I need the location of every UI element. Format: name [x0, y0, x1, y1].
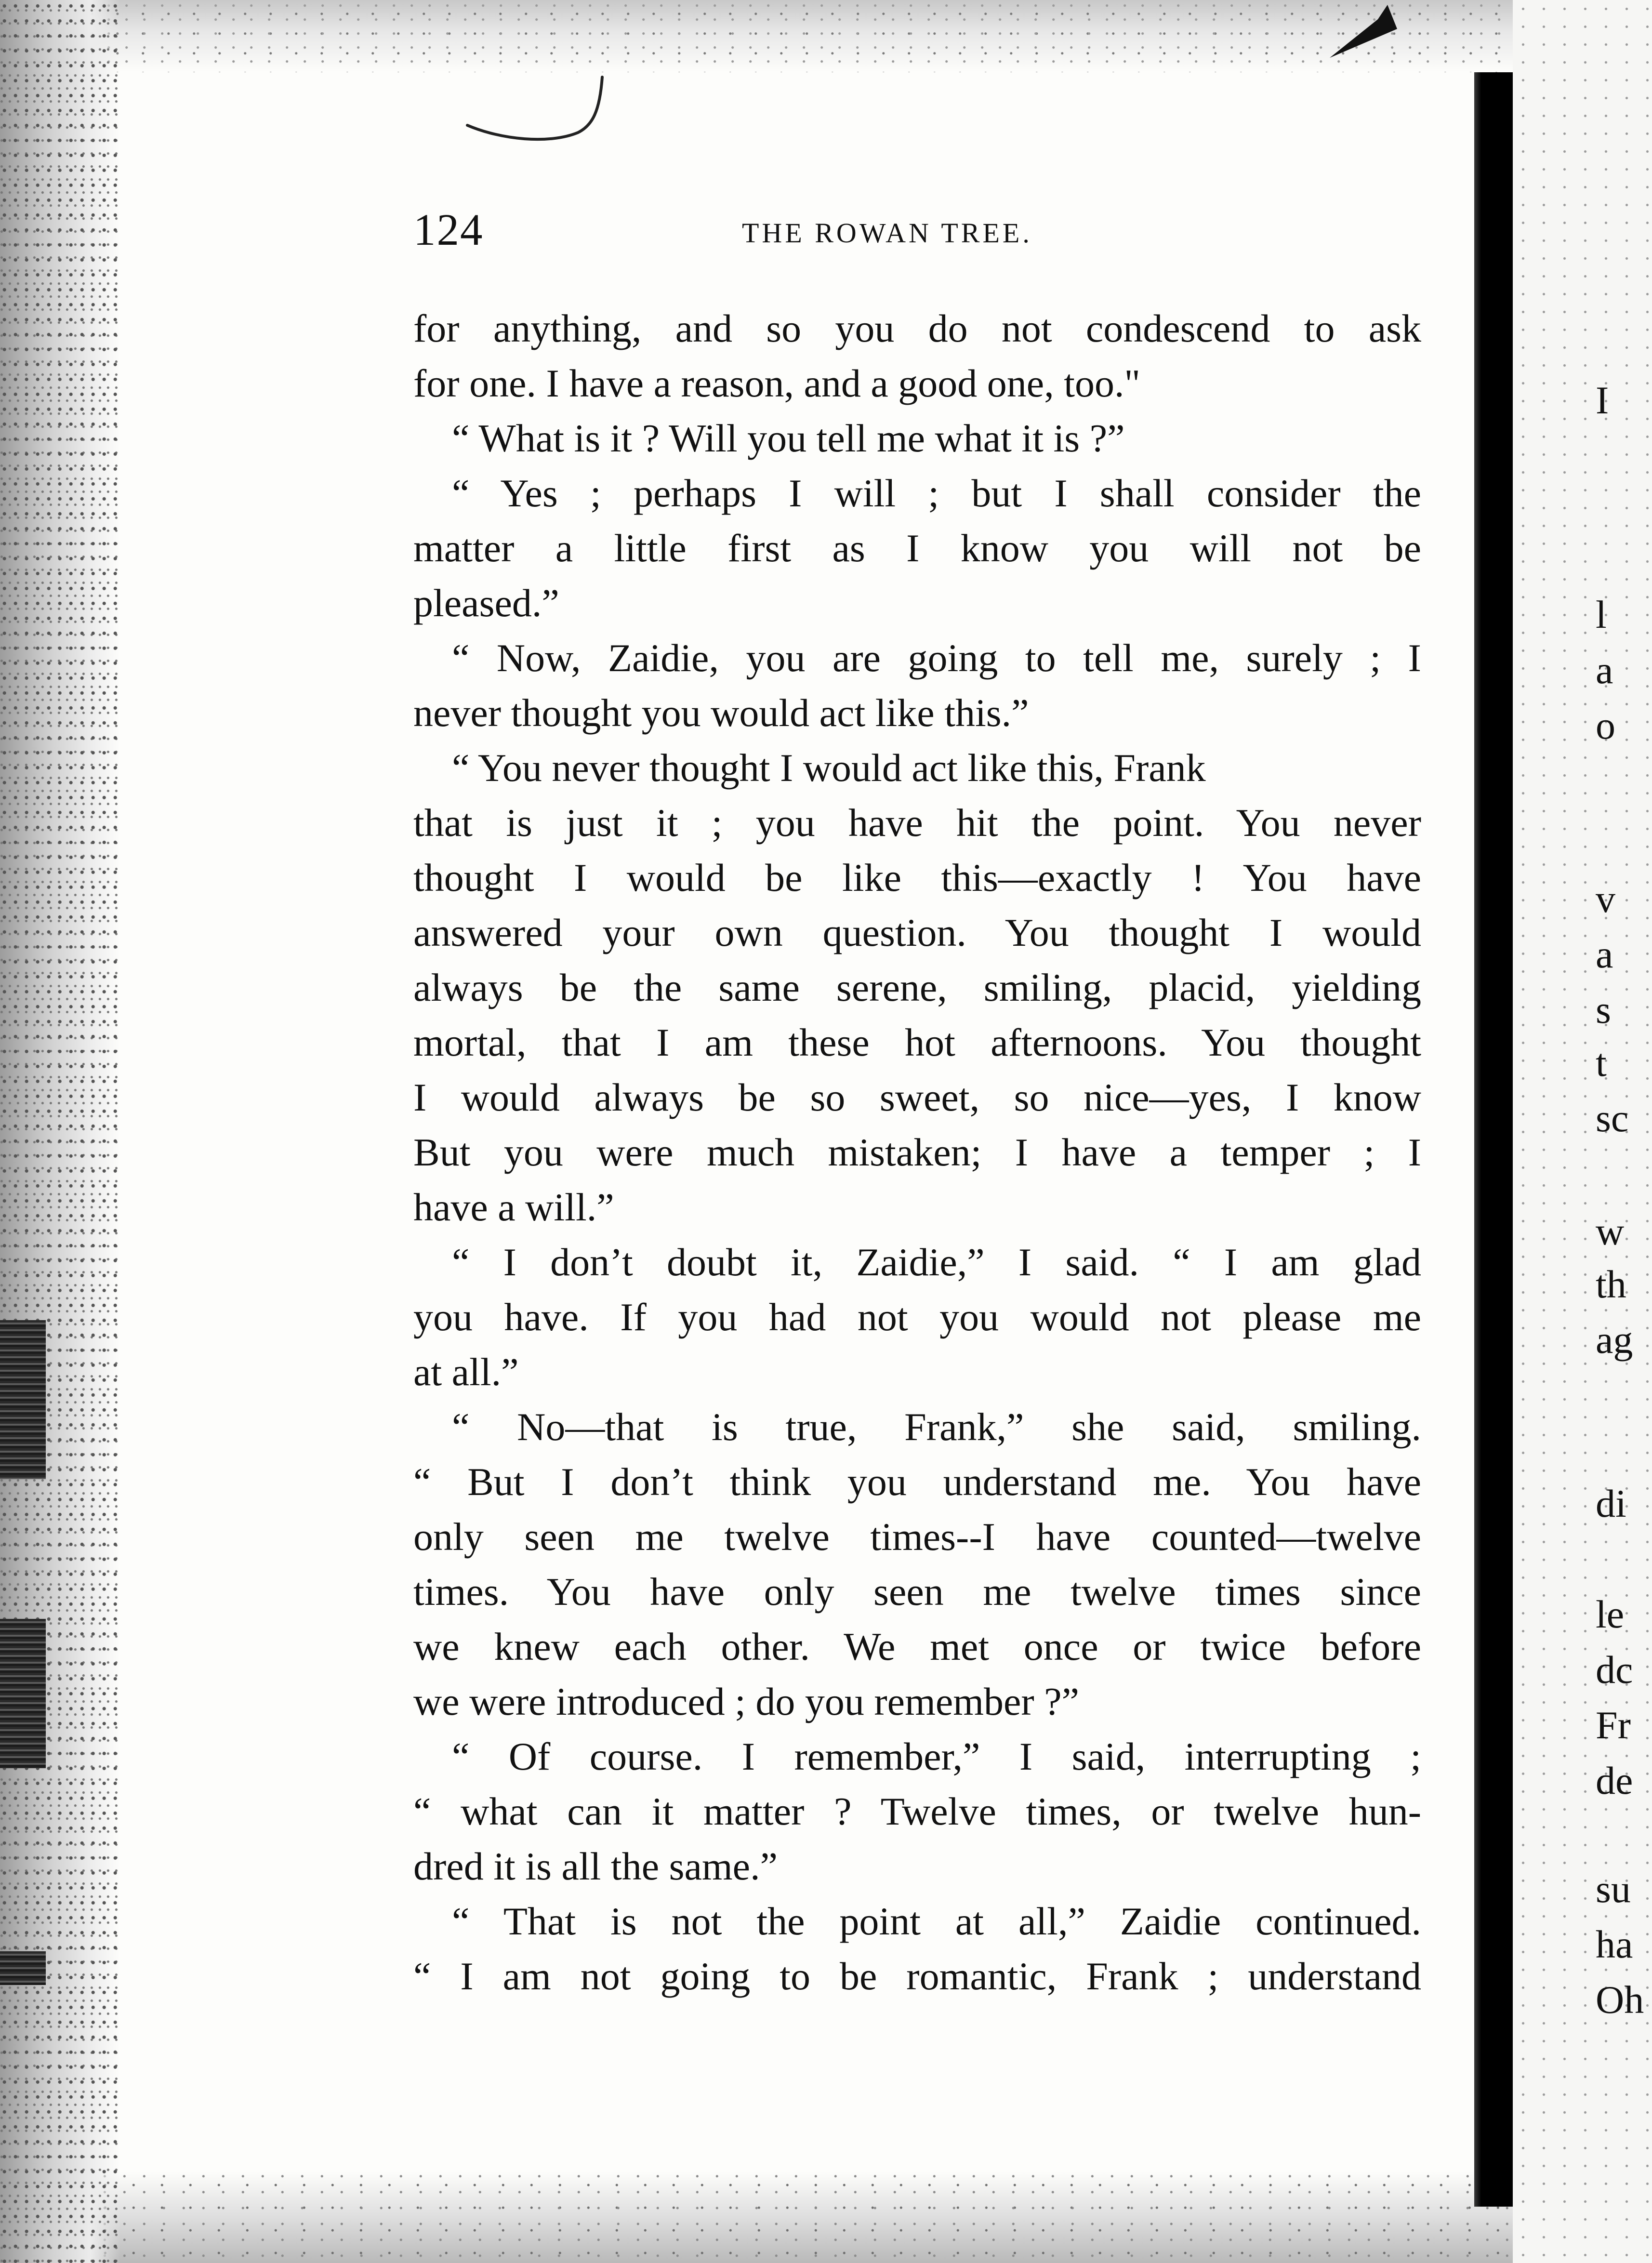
facing-page-fragment: ha [1596, 1922, 1633, 1966]
pencil-mark [463, 67, 617, 149]
text-line: we knew each other. We met once or twice before [413, 1625, 1421, 1668]
text-line: But you were much mistaken; I have a temper ; I [413, 1130, 1421, 1174]
facing-page-fragment: le [1596, 1592, 1625, 1636]
binding-shadow-lower [0, 1951, 46, 1985]
facing-page-fragment: l [1596, 593, 1607, 636]
scan-noise-bottom [0, 2171, 1652, 2263]
text-line: “ I am not going to be romantic, Frank ; understand [413, 1954, 1421, 1998]
facing-page-fragment: Fr [1596, 1703, 1631, 1747]
text-line: “ Yes ; perhaps I will ; but I shall consider the [452, 471, 1421, 515]
text-line: never thought you would act like this.” [413, 691, 1029, 735]
facing-page-fragment: s [1596, 988, 1611, 1032]
text-line: answered your own question. You thought I would [413, 911, 1421, 954]
text-line: that is just it ; you have hit the point. You never [413, 801, 1421, 845]
text-line: matter a little first as I know you will not be [413, 526, 1421, 570]
text-line: “ Of course. I remember,” I said, interrupting ; [452, 1734, 1421, 1778]
body-text [413, 301, 1421, 2004]
text-line: have a will.” [413, 1185, 614, 1229]
facing-page-fragment: a [1596, 932, 1613, 976]
ink-blot [1320, 0, 1407, 67]
text-line: we were introduced ; do you remember ?” [413, 1680, 1080, 1723]
facing-page-fragment: sc [1596, 1096, 1629, 1140]
facing-page-fragment: o [1596, 703, 1615, 747]
running-head: THE ROWAN TREE. [742, 217, 1032, 249]
facing-page-fragment: v [1596, 877, 1615, 921]
gutter-shadow [1474, 72, 1513, 2207]
facing-page-fragment: a [1596, 648, 1613, 692]
text-line: you have. If you had not you would not please me [413, 1295, 1421, 1339]
facing-page-fragment: su [1596, 1867, 1631, 1911]
text-line: pleased.” [413, 581, 559, 625]
facing-page-fragment: Oh [1596, 1978, 1644, 2022]
binding-shadow-middle [0, 1619, 46, 1768]
page-number: 124 [413, 205, 484, 255]
text-line: “ what can it matter ? Twelve times, or twelve hun- [413, 1789, 1421, 1833]
scan-noise-left [0, 0, 120, 2263]
binding-shadow-upper [0, 1320, 46, 1479]
facing-page-fragment: I [1596, 378, 1609, 422]
text-line: mortal, that I am these hot afternoons. You thought [413, 1020, 1421, 1064]
facing-page-fragment: t [1596, 1041, 1607, 1085]
text-line: “ You never thought I would act like this, Frank [452, 746, 1206, 790]
text-line: only seen me twelve times--I have counted—twelve [413, 1515, 1421, 1559]
facing-page-fragment: ag [1596, 1318, 1633, 1362]
facing-page-fragment: w [1596, 1209, 1625, 1253]
text-line: “ What is it ? Will you tell me what it is ?” [452, 416, 1125, 460]
text-line: for anything, and so you do not condescend to ask [413, 306, 1421, 350]
text-line: always be the same serene, smiling, placid, yielding [413, 966, 1421, 1009]
text-line: times. You have only seen me twelve times since [413, 1570, 1421, 1614]
facing-page-fragment: de [1596, 1759, 1633, 1802]
text-line: “ Now, Zaidie, you are going to tell me, surely ; I [452, 636, 1421, 680]
facing-page-fragment: th [1596, 1262, 1626, 1306]
text-line: for one. I have a reason, and a good one, too." [413, 361, 1140, 405]
text-line: “ I don’t doubt it, Zaidie,” I said. “ I am glad [452, 1240, 1421, 1284]
text-line: I would always be so sweet, so nice—yes, I know [413, 1075, 1421, 1119]
text-line: thought I would be like this—exactly ! You have [413, 856, 1421, 900]
text-line: at all.” [413, 1350, 519, 1394]
text-line: dred it is all the same.” [413, 1844, 778, 1888]
facing-page-fragment: dc [1596, 1648, 1633, 1692]
facing-page-fragment: di [1596, 1482, 1626, 1525]
text-line: “ That is not the point at all,” Zaidie continued. [452, 1899, 1421, 1943]
text-line: “ But I don’t think you understand me. You have [413, 1460, 1421, 1504]
text-line: “ No—that is true, Frank,” she said, smiling. [452, 1405, 1421, 1449]
